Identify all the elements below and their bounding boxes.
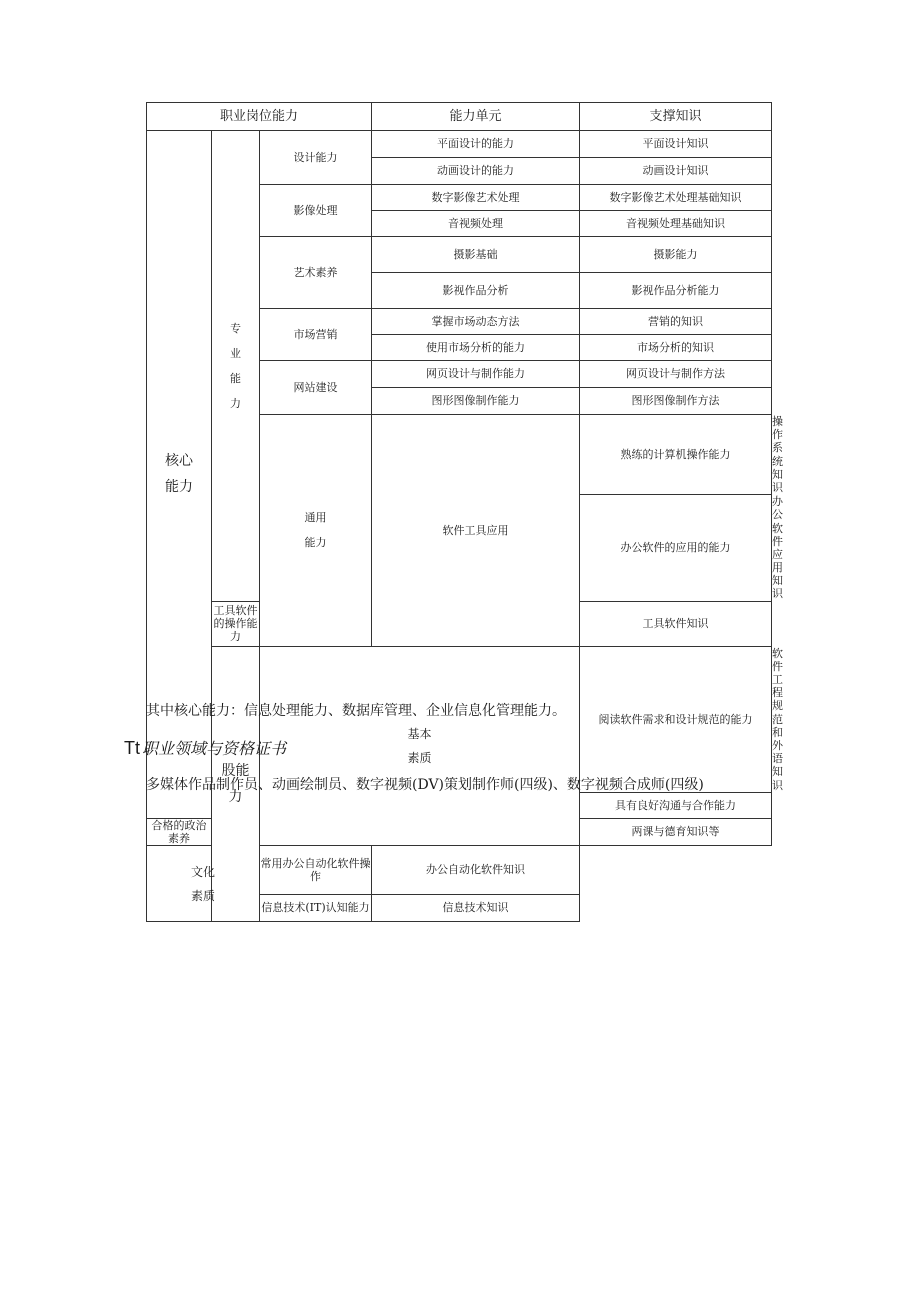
knowledge-cell: 音视频处理基础知识: [580, 211, 772, 237]
ability-unit-cell: 掌握市场动态方法: [372, 309, 580, 335]
professional-ability-label: 专 业 能 力: [212, 131, 260, 602]
section-marker: Tt: [124, 738, 140, 758]
knowledge-cell: 办公自动化软件知识: [372, 846, 580, 895]
header-ability-unit: 能力单元: [372, 103, 580, 131]
ability-unit-cell: 平面设计的能力: [372, 131, 580, 158]
knowledge-cell: 信息技术知识: [372, 895, 580, 922]
group-name: 设计能力: [260, 131, 372, 185]
knowledge-cell: 工具软件知识: [580, 601, 772, 646]
ability-unit-cell: 摄影基础: [372, 237, 580, 273]
knowledge-cell: 平面设计知识: [580, 131, 772, 158]
group-name: 基本 素质: [260, 646, 580, 845]
table-row: 办公软件的应用的能力 办公软件应用知识: [147, 495, 772, 602]
ability-table: [146, 102, 784, 922]
general-ability-label: 通用 能力: [260, 415, 372, 647]
table-row: [147, 846, 772, 895]
group-name: 文化 素质: [147, 846, 260, 922]
ability-unit-cell: 办公软件的应用的能力: [580, 495, 772, 602]
table-row: [147, 131, 772, 158]
general-quality-label: 股能 力: [212, 646, 260, 921]
knowledge-cell: 营销的知识: [580, 309, 772, 335]
group-name: 艺术素养: [260, 237, 372, 309]
ability-unit-cell: 常用办公自动化软件操作: [260, 846, 372, 895]
knowledge-cell: 网页设计与制作方法: [580, 361, 772, 388]
group-name: 影像处理: [260, 185, 372, 237]
ability-unit-cell: 工具软件的操作能力: [212, 601, 260, 646]
knowledge-cell: 市场分析的知识: [580, 335, 772, 361]
core-ability-label: 核心 能力: [147, 131, 212, 819]
ability-unit-cell: 合格的政治素养: [147, 818, 212, 845]
group-name: 市场营销: [260, 309, 372, 361]
header-support-knowledge: 支撑知识: [580, 103, 772, 131]
knowledge-cell: 影视作品分析能力: [580, 273, 772, 309]
knowledge-cell: 图形图像制作方法: [580, 388, 772, 415]
group-name: 软件工具应用: [372, 415, 580, 647]
knowledge-cell: 动画设计知识: [580, 158, 772, 185]
ability-unit-cell: 影视作品分析: [372, 273, 580, 309]
knowledge-cell: 摄影能力: [580, 237, 772, 273]
knowledge-cell: 两课与德育知识等: [580, 818, 772, 845]
ability-unit-cell: 阅读软件需求和设计规范的能力: [580, 646, 772, 792]
ability-unit-cell: 动画设计的能力: [372, 158, 580, 185]
header-job-ability: 职业岗位能力: [147, 103, 372, 131]
ability-unit-cell: 数字影像艺术处理: [372, 185, 580, 211]
ability-unit-cell: 信息技术(IT)认知能力: [260, 895, 372, 922]
core-ability-note: 其中核心能力：信息处理能力、数据库管理、企业信息化管理能力。: [146, 703, 566, 719]
table-row: 通用 能力 软件工具应用 熟练的计算机操作能力 操作系统知识: [147, 415, 772, 495]
ability-unit-cell: 网页设计与制作能力: [372, 361, 580, 388]
table-header-row: [147, 103, 772, 131]
ability-unit-cell: 音视频处理: [372, 211, 580, 237]
section-title: 职业领域与资格证书: [142, 739, 287, 758]
table-row: 股能 力 基本 素质 阅读软件需求和设计规范的能力 软件工程规范和外语知识: [147, 646, 772, 792]
group-name: 网站建设: [260, 361, 372, 415]
certificate-list: 多媒体作品制作员、动画绘制员、数字视频(DV)策划制作师(四级)、数字视频合成师(四级): [146, 777, 704, 793]
ability-unit-cell: 使用市场分析的能力: [372, 335, 580, 361]
knowledge-cell: 数字影像艺术处理基础知识: [580, 185, 772, 211]
ability-unit-cell: 具有良好沟通与合作能力: [580, 792, 772, 818]
ability-unit-cell: 熟练的计算机操作能力: [580, 415, 772, 495]
ability-unit-cell: 图形图像制作能力: [372, 388, 580, 415]
section-heading: [124, 736, 286, 759]
